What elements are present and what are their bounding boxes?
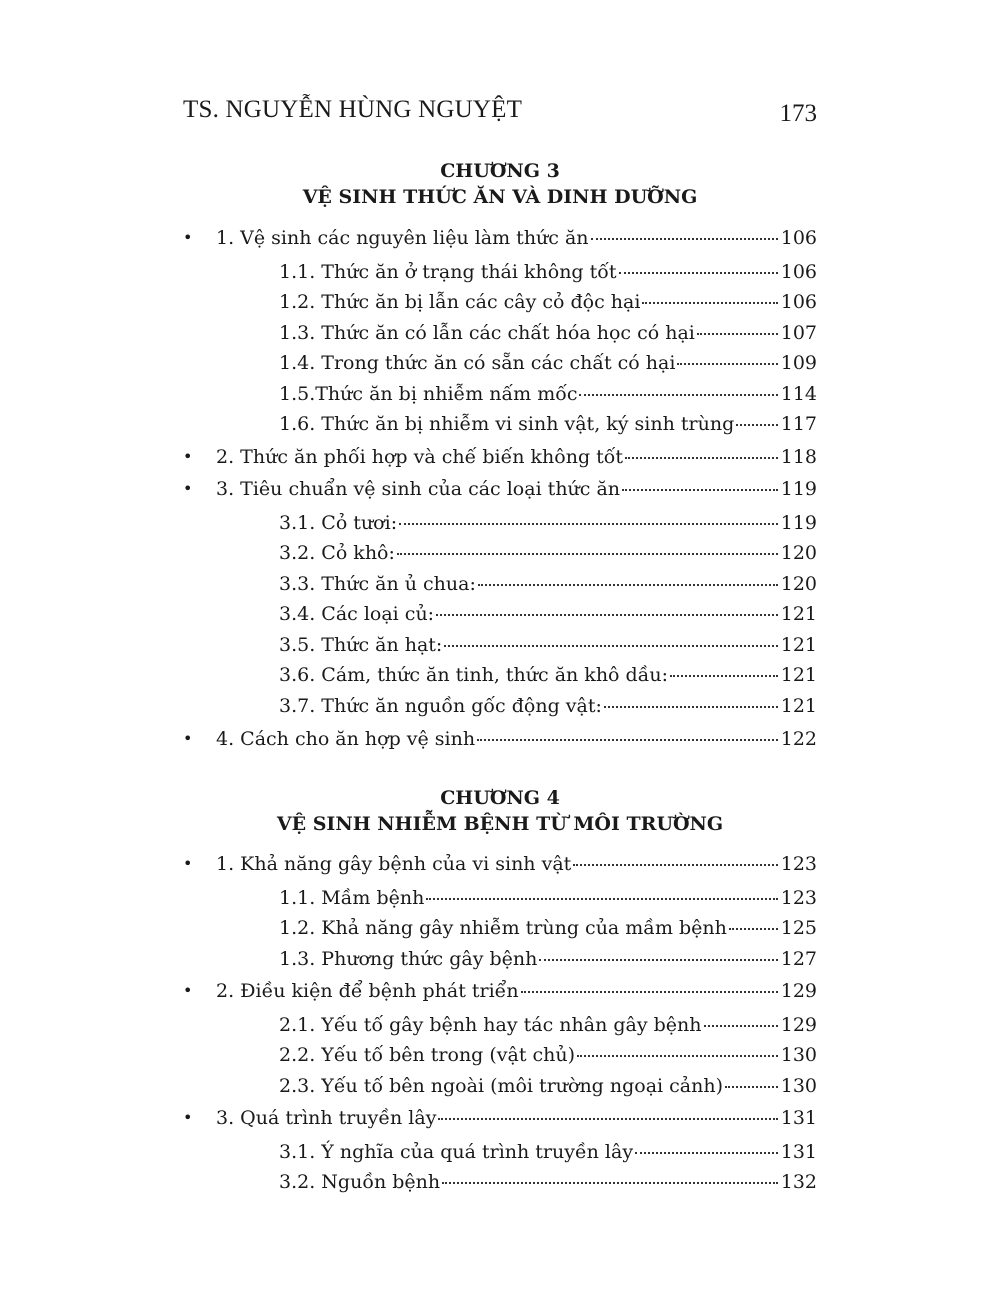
toc-subsection[interactable] bbox=[183, 409, 817, 440]
chapter-label: CHƯƠNG 3 bbox=[440, 160, 560, 182]
toc-subsection[interactable] bbox=[183, 1006, 817, 1040]
toc-entry-page: 119 bbox=[780, 511, 817, 534]
toc-entry-page: 118 bbox=[780, 445, 817, 468]
dot-leader bbox=[438, 1118, 777, 1120]
dot-leader bbox=[604, 706, 778, 708]
dot-leader bbox=[477, 739, 778, 741]
toc-subsection[interactable] bbox=[183, 538, 817, 569]
toc-subsection[interactable] bbox=[183, 253, 817, 287]
toc-entry-title: 1. Vệ sinh các nguyên liệu làm thức ăn bbox=[216, 227, 589, 249]
toc-entry-page: 114 bbox=[780, 382, 817, 405]
toc-entry-page: 106 bbox=[780, 291, 817, 313]
toc-subsection[interactable] bbox=[183, 1071, 817, 1102]
toc-subsection[interactable] bbox=[183, 660, 817, 691]
bullet-icon: • bbox=[183, 981, 193, 1001]
dot-leader bbox=[725, 1086, 778, 1088]
toc-entry-title: 3.1. Ý nghĩa của quá trình truyền lây bbox=[279, 1141, 634, 1164]
toc-entry-page: 129 bbox=[780, 1014, 817, 1037]
dot-leader bbox=[635, 1152, 778, 1154]
bullet-icon: • bbox=[183, 1108, 193, 1128]
toc-entry-title: 3.1. Cỏ tươi: bbox=[279, 511, 398, 534]
toc-subsection[interactable] bbox=[183, 318, 817, 349]
toc-entry-page: 131 bbox=[780, 1141, 817, 1164]
toc-subsection[interactable] bbox=[183, 348, 817, 379]
toc-entry-title: 2.2. Yếu tố bên trong (vật chủ) bbox=[279, 1044, 576, 1067]
toc-entry-page: 131 bbox=[780, 1107, 817, 1130]
chapter-4-heading bbox=[183, 785, 817, 837]
dot-leader bbox=[591, 238, 778, 240]
toc-entry-title: 1.4. Trong thức ăn có sẵn các chất có hại bbox=[279, 352, 676, 375]
toc-entry-title: 1.3. Phương thức gây bệnh bbox=[279, 947, 538, 970]
toc-entry-page: 129 bbox=[780, 980, 817, 1003]
dot-leader bbox=[704, 1025, 778, 1027]
dot-leader bbox=[619, 272, 778, 274]
chapter-label: CHƯƠNG 4 bbox=[440, 787, 560, 809]
toc-section[interactable] bbox=[183, 974, 817, 1006]
toc-entry-page: 130 bbox=[780, 1044, 817, 1067]
toc-entry-title: 3.2. Nguồn bệnh bbox=[279, 1171, 441, 1194]
dot-leader bbox=[539, 959, 777, 961]
toc-entry-page: 119 bbox=[780, 477, 817, 500]
toc-entry-title: 1.2. Khả năng gây nhiễm trùng của mầm bệnh bbox=[279, 917, 727, 939]
toc-entry-title: 3.2. Cỏ khô: bbox=[279, 541, 395, 564]
dot-leader bbox=[521, 991, 778, 993]
toc-section[interactable] bbox=[183, 440, 817, 472]
toc-section[interactable] bbox=[183, 722, 817, 754]
chapter-title: VỆ SINH NHIỄM BỆNH TỪ MÔI TRƯỜNG bbox=[276, 813, 724, 835]
bullet-icon: • bbox=[183, 446, 193, 466]
toc-entry-title: 1.6. Thức ăn bị nhiễm vi sinh vật, ký sinh trùng bbox=[279, 413, 735, 436]
toc-entry-page: 123 bbox=[780, 887, 817, 909]
bullet-icon: • bbox=[183, 854, 193, 873]
toc-entry-page: 117 bbox=[780, 413, 817, 436]
bullet-icon: • bbox=[183, 478, 193, 498]
toc-entry-title: 2. Thức ăn phối hợp và chế biến không tốt bbox=[216, 445, 624, 468]
toc-entry-page: 107 bbox=[780, 321, 817, 344]
toc-entry-title: 1.2. Thức ăn bị lẫn các cây cỏ độc hại bbox=[279, 291, 641, 313]
toc-entry-page: 120 bbox=[780, 572, 817, 595]
toc-entry-title: 3.7. Thức ăn nguồn gốc động vật: bbox=[279, 694, 602, 717]
toc-entry-title: 2.1. Yếu tố gây bệnh hay tác nhân gây bệnh bbox=[279, 1014, 702, 1037]
toc-subsection[interactable] bbox=[183, 1133, 817, 1167]
dot-leader bbox=[442, 1182, 778, 1184]
dot-leader bbox=[399, 523, 778, 525]
toc-subsection[interactable] bbox=[183, 287, 817, 318]
toc-entry-page: 106 bbox=[780, 227, 817, 249]
toc-chapter-4 bbox=[183, 848, 817, 1198]
toc-entry-page: 132 bbox=[780, 1171, 817, 1194]
toc-entry-title: 3. Quá trình truyền lây bbox=[216, 1107, 437, 1130]
toc-section[interactable] bbox=[183, 472, 817, 504]
dot-leader bbox=[729, 928, 778, 930]
dot-leader bbox=[670, 675, 778, 677]
toc-entry-page: 121 bbox=[780, 664, 817, 687]
toc-entry-page: 121 bbox=[780, 603, 817, 626]
toc-subsection[interactable] bbox=[183, 569, 817, 600]
dot-leader bbox=[677, 363, 777, 365]
dot-leader bbox=[642, 302, 777, 304]
chapter-3-heading bbox=[183, 158, 817, 210]
toc-entry-page: 125 bbox=[780, 917, 817, 939]
toc-subsection[interactable] bbox=[183, 504, 817, 538]
toc-subsection[interactable] bbox=[183, 913, 817, 944]
toc-subsection[interactable] bbox=[183, 599, 817, 630]
toc-entry-title: 2.3. Yếu tố bên ngoài (môi trường ngoại cảnh) bbox=[279, 1074, 724, 1097]
toc-entry-title: 1.1. Thức ăn ở trạng thái không tốt bbox=[279, 261, 617, 283]
page-number: 173 bbox=[779, 100, 817, 127]
toc-entry-page: 120 bbox=[780, 541, 817, 564]
toc-entry-title: 3. Tiêu chuẩn vệ sinh của các loại thức ăn bbox=[216, 477, 621, 500]
toc-entry-page: 106 bbox=[780, 261, 817, 283]
dot-leader bbox=[577, 1055, 778, 1057]
bullet-icon: • bbox=[183, 228, 193, 247]
dot-leader bbox=[736, 424, 777, 426]
author-name: TS. NGUYỄN HÙNG NGUYỆT bbox=[183, 96, 523, 123]
toc-entry-title: 3.5. Thức ăn hạt: bbox=[279, 633, 443, 656]
toc-entry-page: 121 bbox=[780, 694, 817, 717]
toc-subsection[interactable] bbox=[183, 630, 817, 661]
toc-entry-title: 1.1. Mầm bệnh bbox=[279, 887, 425, 909]
dot-leader bbox=[444, 645, 777, 647]
dot-leader bbox=[436, 614, 778, 616]
toc-entry-page: 127 bbox=[780, 947, 817, 970]
dot-leader bbox=[622, 489, 778, 491]
dot-leader bbox=[697, 333, 778, 335]
toc-chapter-3 bbox=[183, 222, 817, 754]
toc-entry-title: 2. Điều kiện để bệnh phát triển bbox=[216, 980, 519, 1003]
chapter-title: VỆ SINH THỨC ĂN VÀ DINH DƯỠNG bbox=[302, 186, 698, 208]
toc-entry-title: 3.6. Cám, thức ăn tinh, thức ăn khô dầu: bbox=[279, 664, 668, 687]
toc-entry-page: 123 bbox=[780, 853, 817, 875]
toc-entry-title: 1.5.Thức ăn bị nhiễm nấm mốc bbox=[279, 382, 578, 405]
toc-entry-page: 121 bbox=[780, 633, 817, 656]
dot-leader bbox=[573, 864, 777, 866]
toc-section[interactable] bbox=[183, 848, 817, 879]
toc-entry-title: 1. Khả năng gây bệnh của vi sinh vật bbox=[216, 853, 572, 875]
toc-entry-page: 122 bbox=[780, 727, 817, 750]
toc-entry-title: 3.4. Các loại củ: bbox=[279, 603, 435, 626]
toc-entry-page: 109 bbox=[780, 352, 817, 375]
dot-leader bbox=[397, 553, 778, 555]
dot-leader bbox=[426, 898, 777, 900]
toc-entry-page: 130 bbox=[780, 1074, 817, 1097]
toc-subsection[interactable] bbox=[183, 691, 817, 722]
bullet-icon: • bbox=[183, 728, 193, 748]
toc-subsection[interactable] bbox=[183, 1167, 817, 1198]
dot-leader bbox=[478, 584, 778, 586]
toc-entry-title: 4. Cách cho ăn hợp vệ sinh bbox=[216, 727, 476, 750]
toc-entry-title: 1.3. Thức ăn có lẫn các chất hóa học có hại bbox=[279, 321, 695, 344]
toc-entry-title: 3.3. Thức ăn ủ chua: bbox=[279, 572, 476, 595]
toc-subsection[interactable] bbox=[183, 1040, 817, 1071]
toc-subsection[interactable] bbox=[183, 879, 817, 913]
toc-section[interactable] bbox=[183, 1101, 817, 1133]
toc-section[interactable] bbox=[183, 222, 817, 253]
dot-leader bbox=[579, 394, 777, 396]
page-header bbox=[183, 92, 817, 132]
dot-leader bbox=[625, 457, 778, 459]
toc-subsection[interactable] bbox=[183, 379, 817, 410]
toc-subsection[interactable] bbox=[183, 944, 817, 975]
